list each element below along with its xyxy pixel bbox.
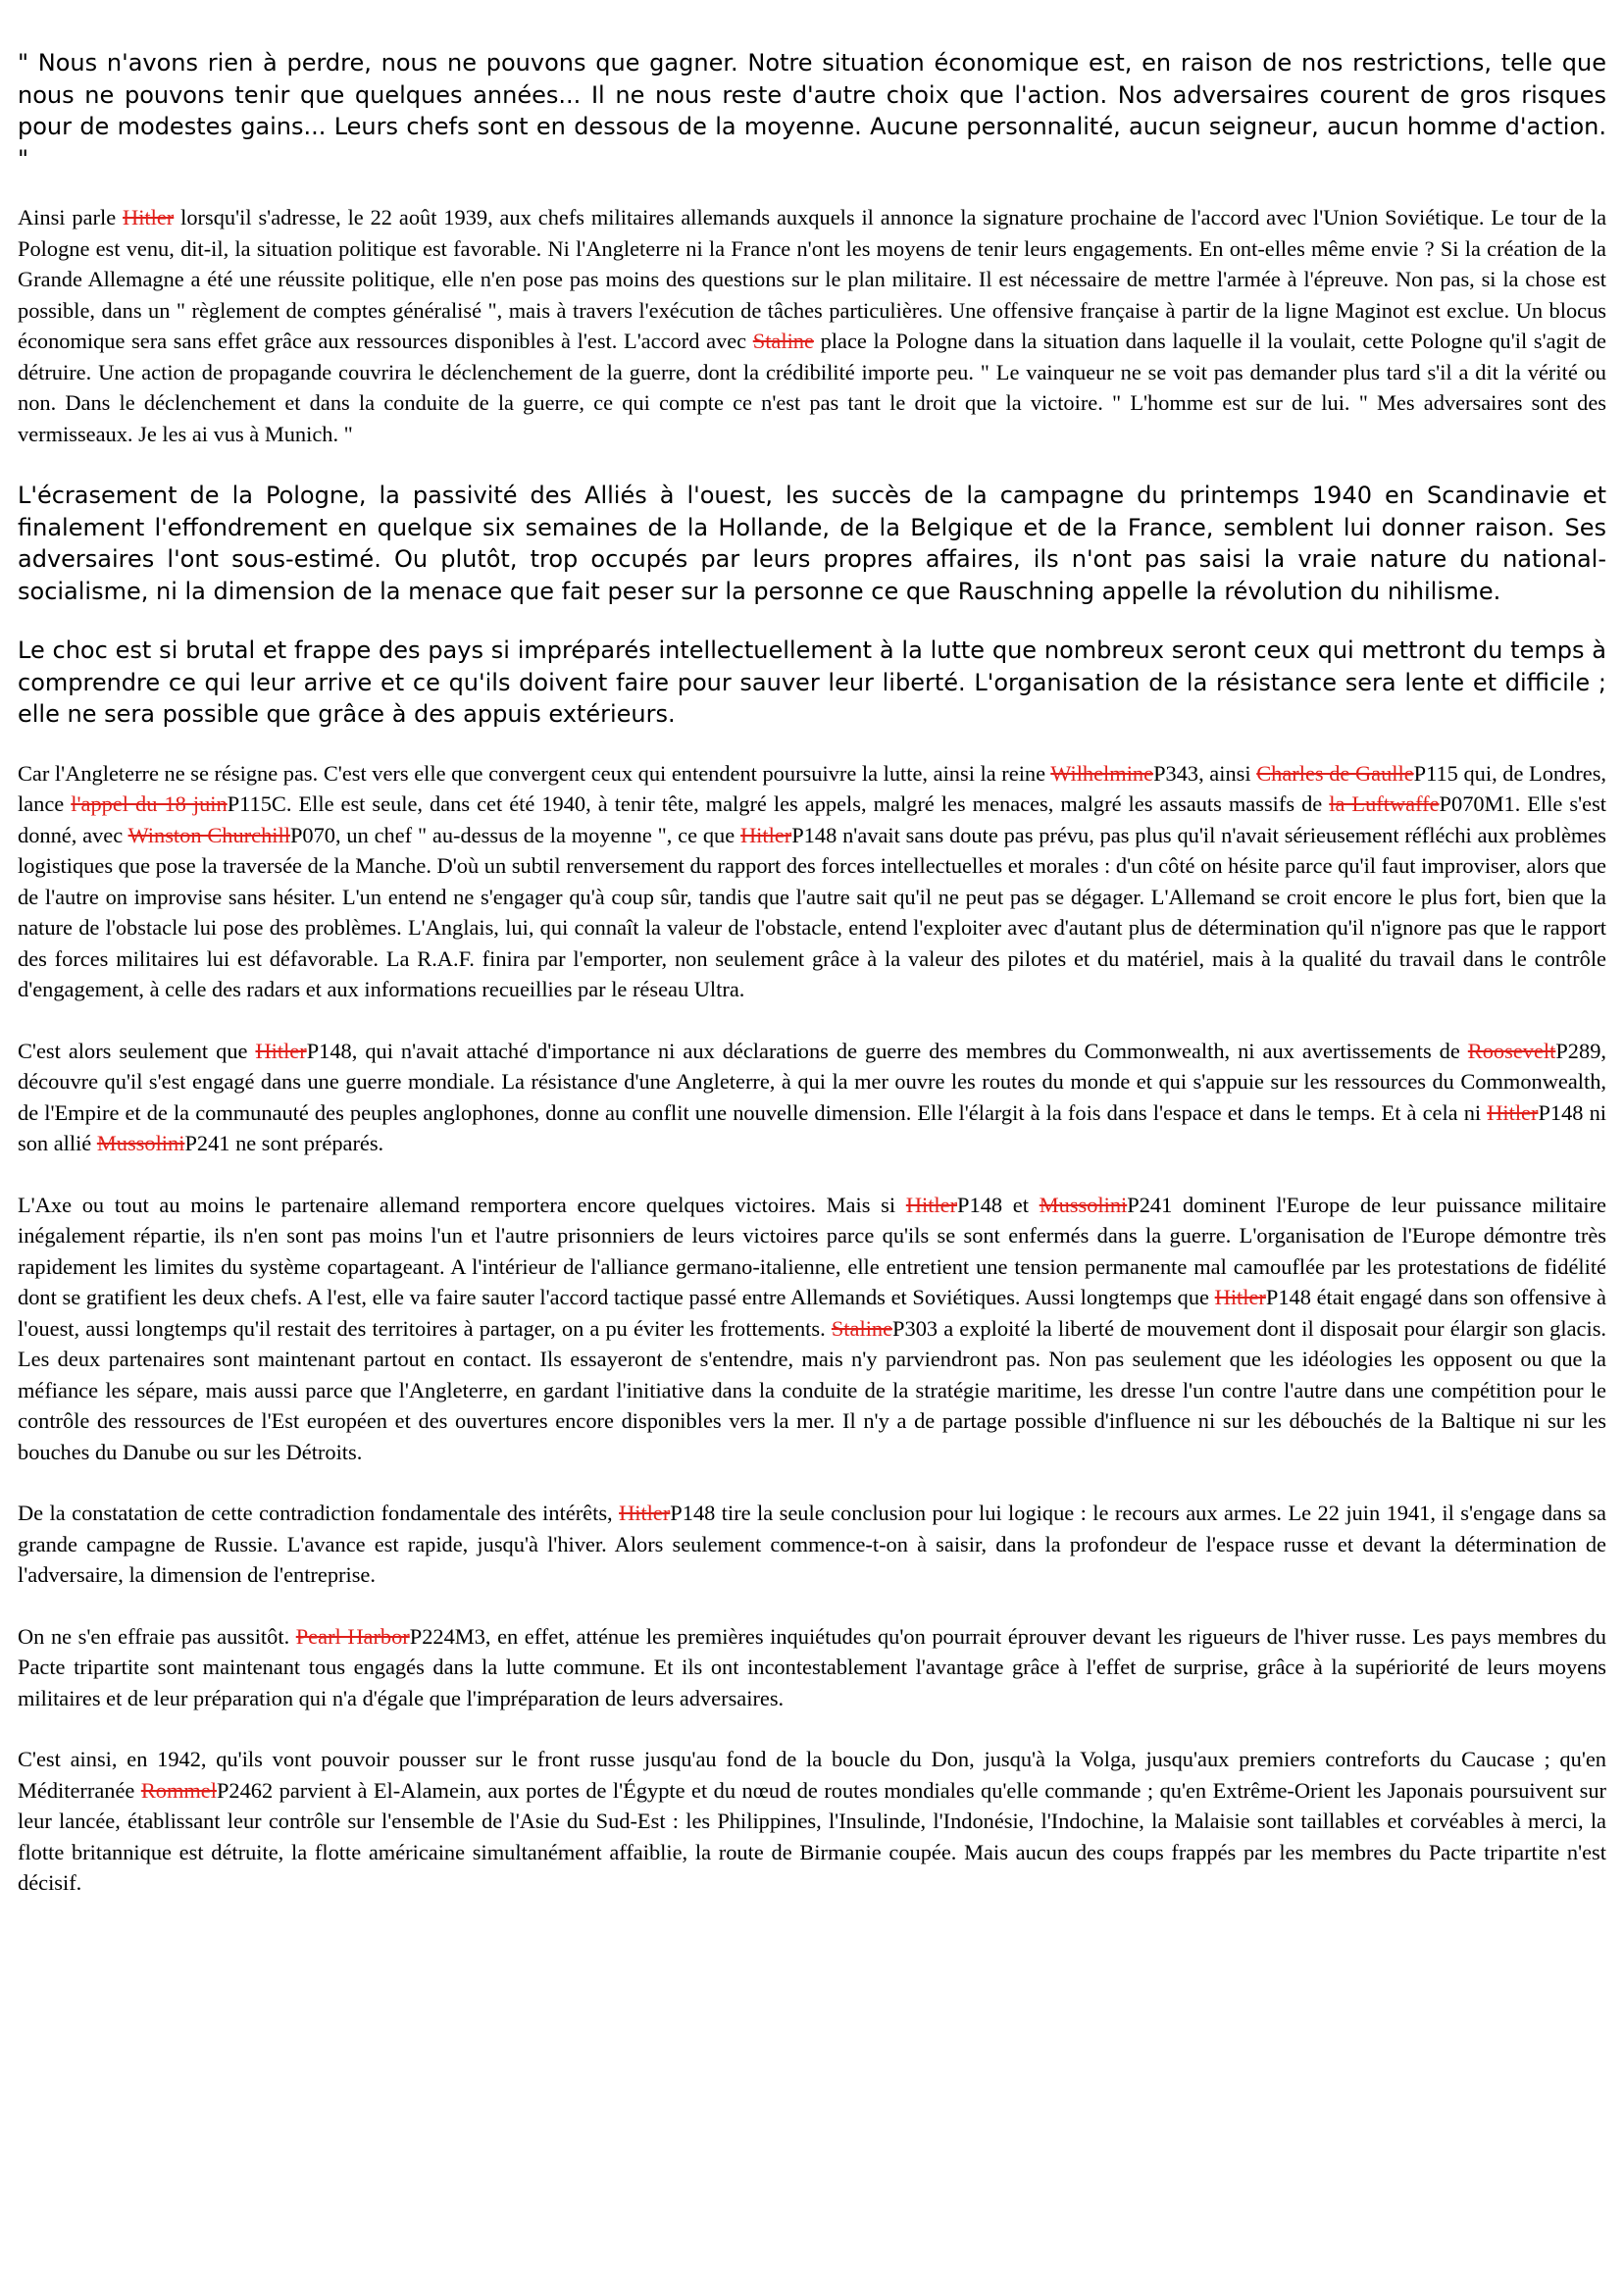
text-segment: P241 ne sont préparés. (184, 1131, 384, 1155)
struck-link[interactable]: Hitler (905, 1192, 958, 1217)
text-segment: L'écrasement de la Pologne, la passivité des Alliés à l'ouest, les succès de la campagne du printemps 1940 en Scandinavie et finalement l'effondrement en quelque six semaines de la Hollande, de la Belgique et de la France, semblent lui donner raison. Ses adversaires l'ont sous-estimé. Ou plutôt, trop occupés par leurs propres affaires, ils n'ont pas saisi la vraie nature du national-socialisme, ni la dimension de la menace que fait peser sur la personne ce que Rauschning appelle la révolution du nihilisme. (18, 482, 1606, 605)
text-segment: P115C. Elle est seule, dans cet été 1940, à tenir tête, malgré les appels, malgré les menaces, malgré les assauts massifs de (227, 791, 1330, 816)
text-segment: place la Pologne dans la situation dans laquelle il la voulait, cette Pologne qu'il s'agit de détruire. Une action de propagande couvrira le déclenchement de la guerre, dont la crédibilité importe peu. " Le vainqueur ne se voit pas demander plus tard s'il a dit la vérité ou non. Dans le déclenchement et dans la conduite de la guerre, ce qui compte ce n'est pas tant le droit que la victoire. " L'homme est sur de lui. " Mes adversaires sont des vermisseaux. Je les ai vus à Munich. " (18, 329, 1606, 446)
text-segment: P148, qui n'avait attaché d'importance ni aux déclarations de guerre des membres du Commonwealth, ni aux avertissements de (306, 1038, 1468, 1063)
text-segment: P148 n'avait sans doute pas prévu, pas plus qu'il n'avait sérieusement réfléchi aux problèmes logistiques que pose la traversée de la Manche. D'où un subtil renversement du rapport des forces intellectuelles et morales : d'un côté on hésite parce qu'il faut improviser, alors que de l'autre on improvise sans hésiter. L'un entend ne s'engager qu'à coup sûr, tandis que l'autre sait qu'il ne peut pas se dégager. L'Allemand se croit encore le plus fort, bien que la nature de l'obstacle lui pose des problèmes. L'Anglais, lui, qui connaît la valeur de l'obstacle, entend l'exploiter avec d'autant plus de détermination qu'il n'ignore pas que le rapport des forces militaires lui est défavorable. La R.A.F. finira par l'emporter, non seulement grâce à la valeur des pilotes et du matériel, mais à la qualité du travail dans le contrôle d'engagement, à celle des radars et aux informations recueillies par le réseau Ultra. (18, 822, 1606, 1001)
text-segment: C'est alors seulement que (18, 1038, 256, 1063)
struck-link[interactable]: la Luftwaffe (1329, 791, 1440, 816)
paragraph-10 (18, 1744, 1606, 1899)
struck-link[interactable]: Winston Churchill (127, 822, 290, 847)
text-segment: P303 a exploité la liberté de mouvement dont il disposait pour élargir son glacis. Les deux partenaires sont maintenant partout en contact. Ils essayeront de s'entendre, mais n'y parviendront pas. Non pas seulement que les idéologies les opposent ou que la méfiance les sépare, mais aussi parce que l'Angleterre, en gardant l'initiative dans la conduite de la stratégie maritime, les dresse l'un contre l'autre dans une compétition pour le contrôle des ressources de l'Est européen et des ouvertures encore disponibles vers la mer. Il n'y a de partage possible d'influence ni sur les débouchés de la Baltique ni sur les bouches du Danube ou sur les Détroits. (18, 1315, 1607, 1464)
struck-link[interactable]: Charles de Gaulle (1256, 760, 1414, 786)
struck-link[interactable]: Hitler (619, 1501, 671, 1525)
text-segment: P2462 parvient à El-Alamein, aux portes de l'Égypte et du nœud de routes mondiales qu'elle commande ; qu'en Extrême-Orient les Japonais poursuivent sur leur lancée, établissant leur contrôle sur l'ensemble de l'Asie du Sud-Est : les Philippines, l'Insulinde, l'Indonésie, l'Indochine, la Malaisie sont taillables et corvéables à merci, la flotte britannique est détruite, la flotte américaine simultanément affaiblie, la route de Birmanie coupée. Mais aucun des coups frappés par les membres du Pacte tripartite n'est décisif. (18, 1777, 1606, 1895)
text-segment: On ne s'en effraie pas aussitôt. (18, 1623, 296, 1649)
struck-link[interactable]: Mussolini (96, 1131, 185, 1155)
struck-link[interactable]: Hitler (255, 1038, 307, 1063)
struck-link[interactable]: Staline (831, 1315, 893, 1341)
struck-link[interactable]: Rommel (140, 1777, 217, 1803)
paragraph-8 (18, 1498, 1606, 1591)
struck-link[interactable]: Wilhelmine (1050, 760, 1154, 786)
paragraph-1 (18, 47, 1606, 175)
text-segment: P148 tire la seule conclusion pour lui logique : le recours aux armes. Le 22 juin 1941, il s'engage dans sa grande campagne de Russie. L'avance est rapide, jusqu'à l'hiver. Alors seulement commence-t-on à saisir, dans la profondeur de l'espace russe et devant la détermination de l'adversaire, la dimension de l'entreprise. (18, 1501, 1606, 1587)
text-segment: Ainsi parle (18, 205, 124, 229)
struck-link[interactable]: Hitler (1487, 1099, 1539, 1125)
struck-link[interactable]: Roosevelt (1467, 1038, 1556, 1063)
paragraph-5 (18, 758, 1606, 1005)
text-segment: P148 était engagé dans son offensive à l'ouest, aussi longtemps qu'il restait des territoires à partager, on a pu éviter les frottements. (18, 1285, 1606, 1341)
struck-link[interactable]: l'appel du 18 juin (71, 791, 228, 816)
struck-link[interactable]: Hitler (1214, 1285, 1266, 1309)
struck-link[interactable]: Pearl Harbor (295, 1623, 410, 1649)
text-segment: P241 dominent l'Europe de leur puissance militaire inégalement répartie, ils n'en sont pas moins l'un et l'autre prisonniers de leurs victoires parce qu'ils se sont enfermés dans la guerre. L'organisation de l'Europe démontre très rapidement les limites du système copartageant. A l'intérieur de l'alliance germano-italienne, elle entretient une tension permanente mal camouflée par les protestations de fidélité dont se gratifient les deux chefs. A l'est, elle va faire sauter l'accord tactique passé entre Allemands et Soviétiques. Aussi longtemps que (18, 1192, 1606, 1309)
struck-link[interactable]: Staline (752, 329, 814, 353)
text-segment: Le choc est si brutal et frappe des pays si impréparés intellectuellement à la lutte que nombreux seront ceux qui mettront du temps à comprendre ce qui leur arrive et ce qu'ils doivent faire pour sauver leur liberté. L'organisation de la résistance sera lente et difficile ; elle ne sera possible que grâce à des appuis extérieurs. (18, 637, 1606, 728)
paragraph-7 (18, 1190, 1606, 1468)
struck-link[interactable]: Hitler (123, 205, 175, 229)
text-segment: P115 qui, de Londres, lance (18, 760, 1607, 816)
paragraph-4 (18, 635, 1606, 731)
text-segment: C'est ainsi, en 1942, qu'ils vont pouvoir pousser sur le front russe jusqu'au fond de la boucle du Don, jusqu'à la Volga, jusqu'aux premiers contreforts du Caucase ; qu'en Méditerranée (18, 1747, 1606, 1803)
struck-link[interactable]: Hitler (740, 822, 792, 847)
text-segment: P343, ainsi (1153, 760, 1257, 786)
paragraph-3 (18, 480, 1606, 607)
text-segment: De la constatation de cette contradiction fondamentale des intérêts, (18, 1501, 620, 1525)
text-segment: P070M1. Elle s'est donné, avec (18, 791, 1607, 847)
paragraph-2 (18, 202, 1606, 449)
paragraph-6 (18, 1036, 1606, 1159)
paragraph-9 (18, 1621, 1606, 1714)
text-segment: P289, découvre qu'il s'est engagé dans une guerre mondiale. La résistance d'une Angleterre, à qui la mer ouvre les routes du monde et qui s'appuie sur les ressources du Commonwealth, de l'Empire et de la communauté des peuples anglophones, donne au conflit une nouvelle dimension. Elle l'élargit à la fois dans l'espace et dans le temps. Et à cela ni (18, 1038, 1606, 1125)
text-segment: lorsqu'il s'adresse, le 22 août 1939, aux chefs militaires allemands auxquels il annonce la signature prochaine de l'accord avec l'Union Soviétique. Le tour de la Pologne est venu, dit-il, la situation politique est favorable. Ni l'Angleterre ni la France n'ont les moyens de tenir leurs engagements. En ont-elles même envie ? Si la création de la Grande Allemagne a été une réussite politique, elle n'en pose pas moins des questions sur le plan militaire. Il est nécessaire de mettre l'armée à l'épreuve. Non pas, si la chose est possible, dans un " règlement de comptes généralisé ", mais à travers l'exécution de tâches particulières. Une offensive française à partir de la ligne Maginot est exclue. Un blocus économique sera sans effet grâce aux ressources disponibles à l'est. L'accord avec (18, 205, 1607, 353)
text-segment: L'Axe ou tout au moins le partenaire allemand remportera encore quelques victoires. Mais si (18, 1192, 906, 1217)
text-segment: P070, un chef " au-dessus de la moyenne ", ce que (289, 822, 740, 847)
text-segment: P148 et (957, 1192, 1040, 1217)
text-segment: " Nous n'avons rien à perdre, nous ne pouvons que gagner. Notre situation économique est, en raison de nos restrictions, telle que nous ne pouvons tenir que quelques années... Il ne nous reste d'autre choix que l'action. Nos adversaires courent de gros risques pour de modestes gains... Leurs chefs sont en dessous de la moyenne. Aucune personnalité, aucun seigneur, aucun homme d'action. " (18, 49, 1606, 173)
text-segment: P148 ni son allié (18, 1099, 1606, 1155)
struck-link[interactable]: Mussolini (1039, 1192, 1128, 1217)
text-segment: Car l'Angleterre ne se résigne pas. C'est vers elle que convergent ceux qui entendent poursuivre la lutte, ainsi la reine (18, 760, 1051, 786)
text-segment: P224M3, en effet, atténue les premières inquiétudes qu'on pourrait éprouver devant les rigueurs de l'hiver russe. Les pays membres du Pacte tripartite sont maintenant tous engagés dans la lutte commune. Et ils ont incontestablement l'avantage grâce à l'effet de surprise, grâce à la supériorité de leurs moyens militaires et de leur préparation qui n'a d'égale que l'impréparation de leurs adversaires. (18, 1623, 1606, 1710)
